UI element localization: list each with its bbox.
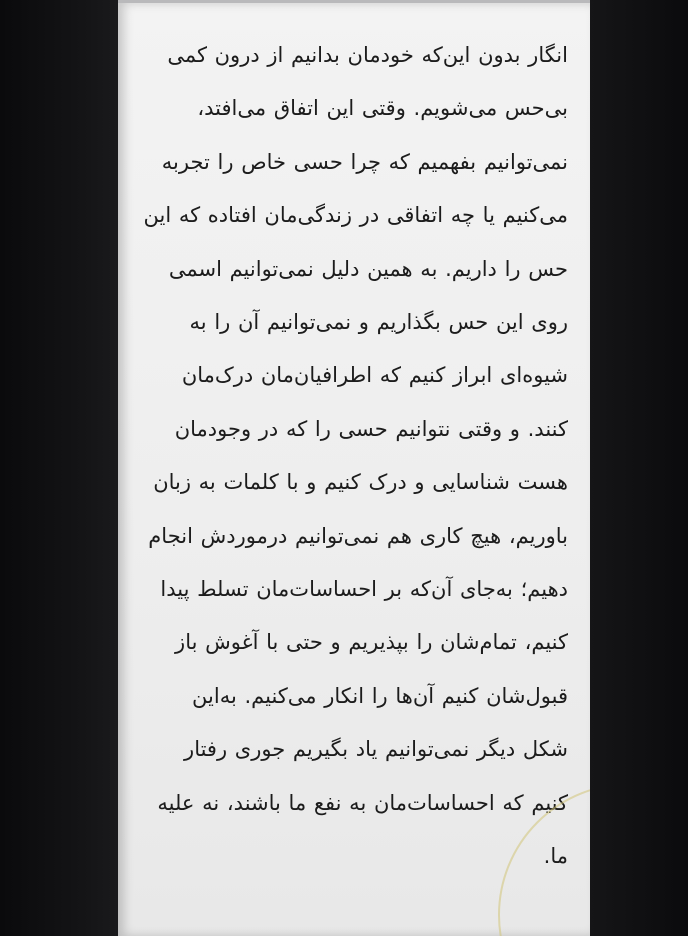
text-line: شیوه‌ای ابراز کنیم که اطرافیان‌مان درک‌مان	[181, 363, 568, 388]
text-line: کنیم، تمام‌شان را بپذیریم و حتی با آغوش باز	[175, 630, 568, 655]
text-line: کنند. و وقتی نتوانیم حسی را که در وجودمان	[174, 416, 568, 441]
text-line: باوریم، هیچ کاری هم نمی‌توانیم درموردش انجام	[148, 523, 568, 548]
text-line: کنیم که احساسات‌مان به نفع ما باشند، نه علیه	[157, 790, 568, 815]
text-line: روی این حس بگذاریم و نمی‌توانیم آن را به	[189, 310, 568, 335]
text-line: قبول‌شان کنیم آن‌ها را انکار می‌کنیم. به‌این	[192, 683, 568, 708]
text-line: دهیم؛ به‌جای آن‌که بر احساسات‌مان تسلط پیدا	[160, 577, 568, 602]
text-line: هست شناسایی و درک کنیم و با کلمات به زبان	[153, 470, 568, 495]
text-line: می‌کنیم یا چه اتفاقی در زندگی‌مان افتاده که این	[143, 203, 568, 228]
left-dark-background	[0, 0, 118, 936]
text-line: حس را داریم. به همین دلیل نمی‌توانیم اسمی	[168, 256, 568, 281]
page-paragraph	[136, 29, 568, 884]
text-line: ما.	[543, 844, 568, 869]
text-line: نمی‌توانیم بفهمیم که چرا حسی خاص را تجربه	[161, 149, 568, 174]
book-page	[118, 3, 590, 936]
text-line: بی‌حس می‌شویم. وقتی این اتفاق می‌افتد،	[197, 96, 568, 121]
text-line: شکل دیگر نمی‌توانیم یاد بگیریم جوری رفتار	[184, 737, 568, 762]
right-dark-background	[590, 0, 688, 936]
text-line: انگار بدون این‌که خودمان بدانیم از درون کمی	[167, 43, 568, 67]
